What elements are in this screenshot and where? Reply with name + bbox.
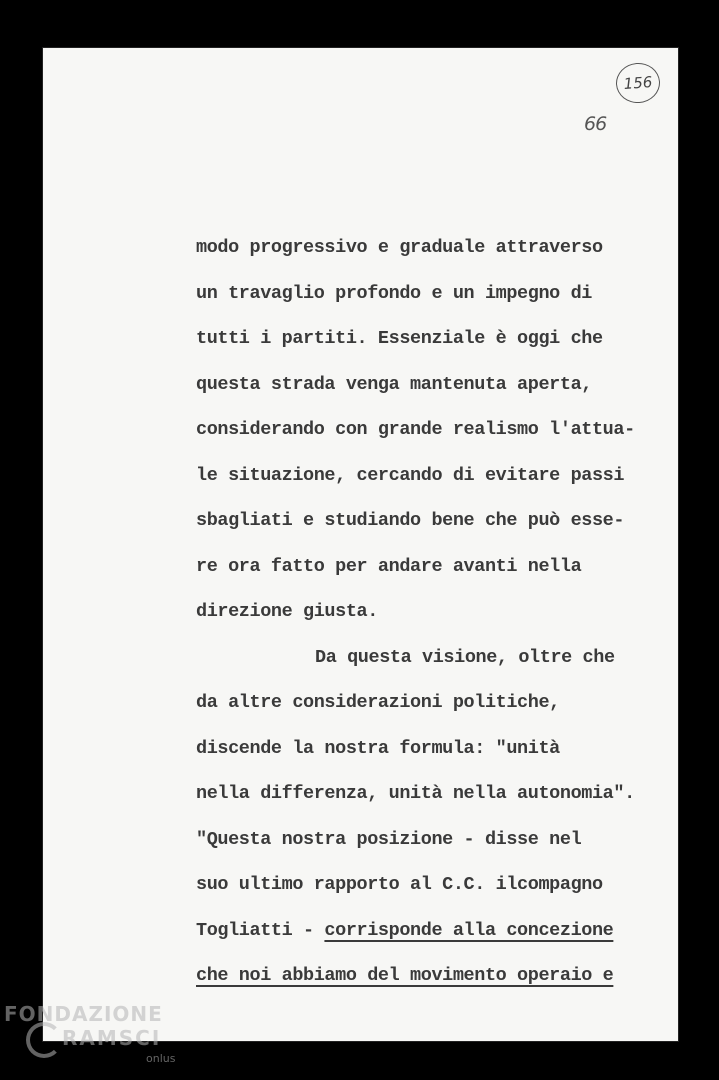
text-line: suo ultimo rapporto al C.C. ilcompagno <box>196 874 603 895</box>
text-line: direzione giusta. <box>196 601 378 622</box>
text-line: discende la nostra formula: "unità <box>196 738 560 759</box>
text-line: nella differenza, unità nella autonomia". <box>196 783 635 804</box>
underlined-text: corrisponde alla concezione <box>324 920 614 941</box>
text-line: un travaglio profondo e un impegno di <box>196 283 592 304</box>
text-line: questa strada venga mantenuta aperta, <box>196 374 592 395</box>
archive-number-circled: 156 <box>615 62 662 105</box>
text-line <box>196 965 613 987</box>
text-line: re ora fatto per andare avanti nella <box>196 556 582 577</box>
underlined-text: che noi abbiamo del movimento operaio e <box>196 965 614 986</box>
watermark-gramsci: RAMSCI <box>62 1026 162 1050</box>
watermark-fondazione: FONDAZIONE <box>4 1002 163 1026</box>
text-line: modo progressivo e graduale attraverso <box>196 237 603 258</box>
watermark-onlus: onlus <box>146 1052 176 1065</box>
text-line: considerando con grande realismo l'attua- <box>196 419 635 440</box>
handwritten-page-number: 66 <box>584 113 607 135</box>
text-line: le situazione, cercando di evitare passi <box>196 465 625 486</box>
text-line: da altre considerazioni politiche, <box>196 692 560 713</box>
watermark-g-logo-icon <box>26 1022 62 1058</box>
text-line-prefix: Togliatti - <box>196 920 325 941</box>
text-line: "Questa nostra posizione - disse nel <box>196 829 582 850</box>
text-line-indented: Da questa visione, oltre che <box>315 647 615 668</box>
text-line <box>196 920 613 942</box>
text-line: sbagliati e studiando bene che può esse- <box>196 510 625 531</box>
text-line: tutti i partiti. Essenziale è oggi che <box>196 328 603 349</box>
